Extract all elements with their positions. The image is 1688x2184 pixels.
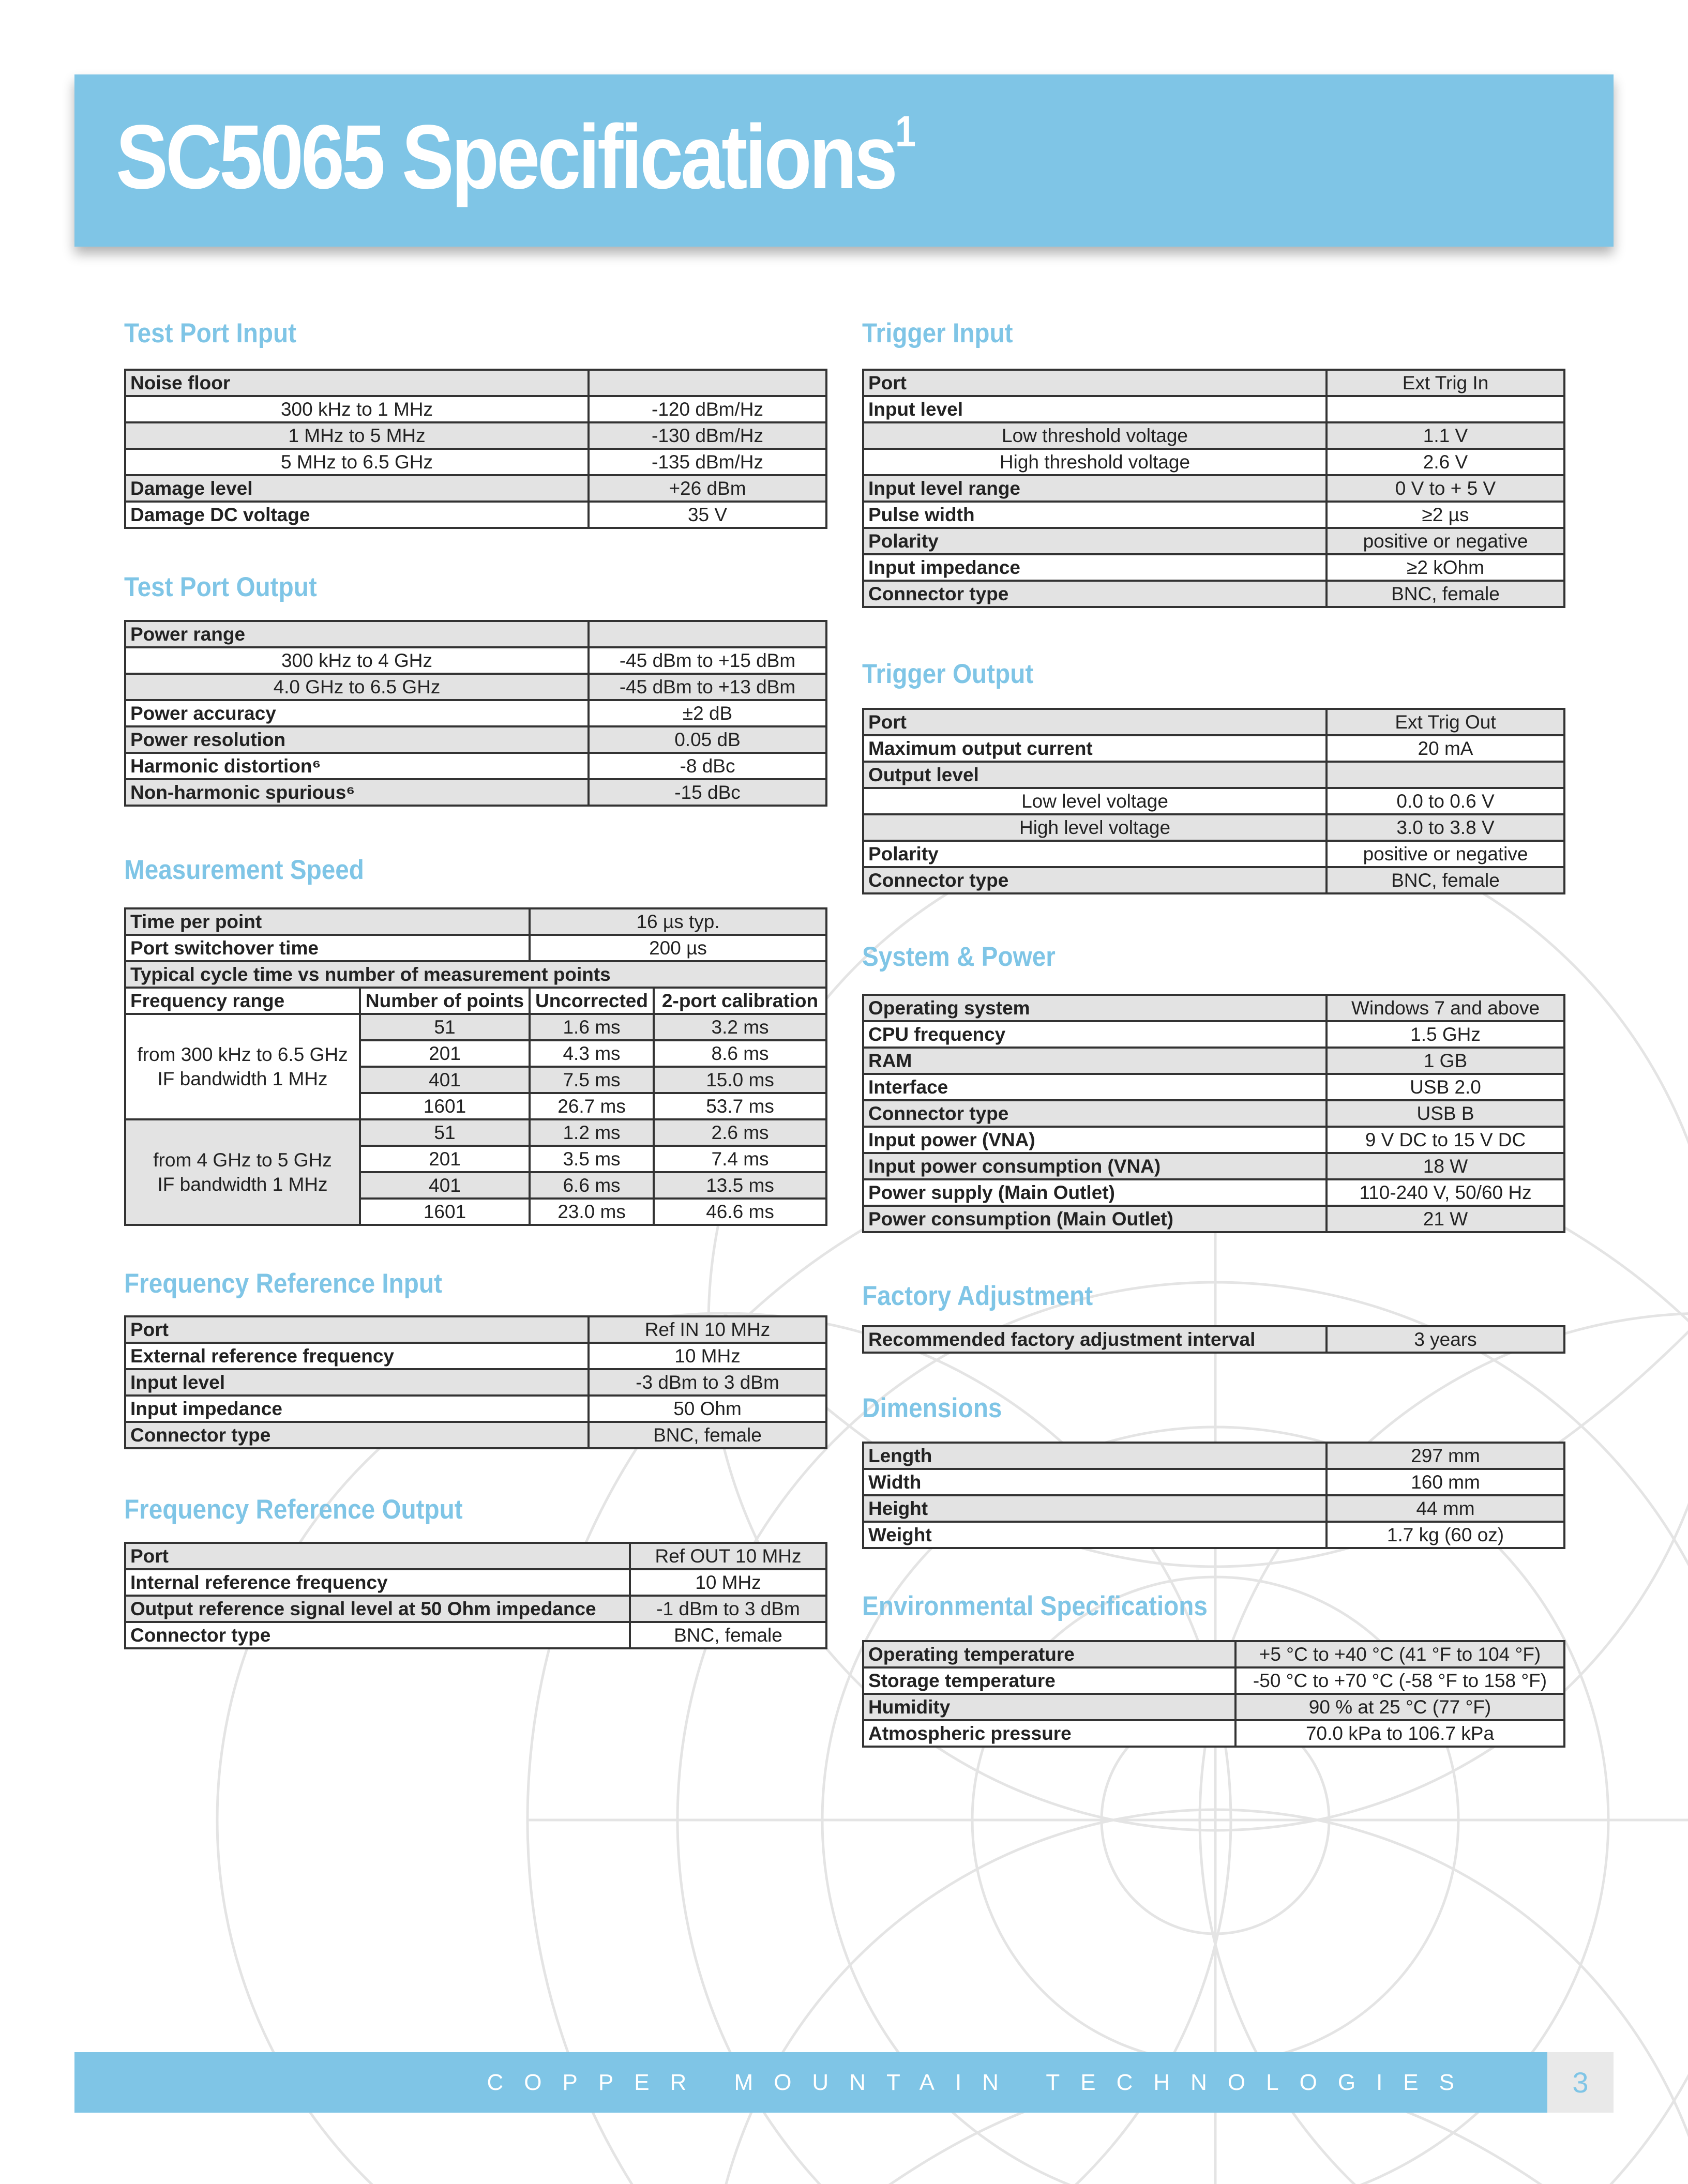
section-title: Factory Adjustment (862, 1281, 1093, 1311)
points-cell: 201 (360, 1040, 530, 1067)
section-title: Test Port Output (124, 572, 317, 602)
table-row (125, 1569, 826, 1596)
range-text: from 300 kHz to 6.5 GHz (137, 1044, 348, 1065)
points-cell: 1601 (360, 1199, 530, 1225)
table-row (863, 735, 1564, 762)
bandwidth-text: IF bandwidth 1 MHz (157, 1068, 328, 1089)
table-row (863, 762, 1564, 788)
header-banner (74, 74, 1614, 247)
row-label: Output reference signal level at 50 Ohm impedance (125, 1596, 630, 1622)
section-title: Measurement Speed (124, 855, 364, 885)
row-value: 18 W (1327, 1153, 1564, 1179)
row-label: Input power consumption (VNA) (863, 1153, 1327, 1179)
table-row (863, 1153, 1564, 1179)
column-header: Uncorrected (530, 988, 654, 1014)
section-dimensions (862, 1388, 1563, 1549)
table-row (125, 726, 826, 753)
column-header: Frequency range (125, 988, 360, 1014)
section-title: Frequency Reference Output (124, 1494, 463, 1525)
table-row (863, 995, 1564, 1021)
calibrated-cell: 15.0 ms (654, 1067, 826, 1093)
table-row (863, 1522, 1564, 1548)
section-test-port-input (124, 313, 825, 529)
section-title: Trigger Output (862, 659, 1034, 689)
table-row (125, 908, 826, 935)
table-row (863, 841, 1564, 867)
row-label: Damage level (125, 475, 589, 502)
table-row (863, 709, 1564, 735)
table-row (125, 700, 826, 726)
table-row (863, 370, 1564, 396)
measurement-speed-table (124, 907, 827, 1226)
row-value: -130 dBm/Hz (589, 422, 826, 449)
spec-table (862, 1325, 1565, 1354)
table-row (863, 1469, 1564, 1495)
row-value: 297 mm (1327, 1443, 1564, 1469)
points-cell: 201 (360, 1146, 530, 1172)
row-label: 1 MHz to 5 MHz (125, 422, 589, 449)
row-label: Internal reference frequency (125, 1569, 630, 1596)
section-title: Dimensions (862, 1393, 1002, 1423)
row-value: 44 mm (1327, 1495, 1564, 1522)
table-row (863, 1206, 1564, 1232)
row-value: Ext Trig In (1327, 370, 1564, 396)
row-value: 20 mA (1327, 735, 1564, 762)
section-test-port-output (124, 567, 825, 807)
table-row (125, 935, 826, 961)
table-row (863, 814, 1564, 841)
table-row (863, 1641, 1564, 1667)
row-label: High threshold voltage (863, 449, 1327, 475)
row-value: positive or negative (1327, 528, 1564, 554)
row-label: Port (863, 370, 1327, 396)
row-value: Ext Trig Out (1327, 709, 1564, 735)
row-label: External reference frequency (125, 1343, 589, 1369)
row-label: High level voltage (863, 814, 1327, 841)
row-label: CPU frequency (863, 1021, 1327, 1048)
row-value: -45 dBm to +13 dBm (589, 674, 826, 700)
table-row (863, 1720, 1564, 1747)
section-trigger-input (862, 313, 1563, 608)
table-row (863, 1048, 1564, 1074)
row-value (589, 370, 826, 396)
table-row (863, 1443, 1564, 1469)
table-row (125, 779, 826, 806)
row-value: 21 W (1327, 1206, 1564, 1232)
row-value: ≥2 µs (1327, 502, 1564, 528)
row-label: 5 MHz to 6.5 GHz (125, 449, 589, 475)
row-value: BNC, female (589, 1422, 826, 1448)
row-label: Maximum output current (863, 735, 1327, 762)
section-title: Frequency Reference Input (124, 1268, 442, 1299)
row-value (1327, 396, 1564, 422)
table-row (863, 581, 1564, 607)
spec-table (124, 620, 827, 807)
row-value: 9 V DC to 15 V DC (1327, 1127, 1564, 1153)
row-label: Noise floor (125, 370, 589, 396)
row-label: Input level range (863, 475, 1327, 502)
calibrated-cell: 53.7 ms (654, 1093, 826, 1119)
table-row (125, 1343, 826, 1369)
row-label: Port (863, 709, 1327, 735)
points-cell: 1601 (360, 1093, 530, 1119)
cycle-header: Typical cycle time vs number of measurement points (125, 961, 826, 988)
table-row (863, 867, 1564, 893)
calibrated-cell: 8.6 ms (654, 1040, 826, 1067)
row-label: Weight (863, 1522, 1327, 1548)
row-value: 110-240 V, 50/60 Hz (1327, 1179, 1564, 1206)
footnote-mark: 1 (895, 107, 916, 156)
row-label: Port (125, 1316, 589, 1343)
row-label: Polarity (863, 841, 1327, 867)
table-row (863, 1495, 1564, 1522)
row-label: Connector type (863, 1100, 1327, 1127)
row-label: 4.0 GHz to 6.5 GHz (125, 674, 589, 700)
footer-bar (74, 2052, 1547, 2113)
row-value: 160 mm (1327, 1469, 1564, 1495)
table-row (125, 621, 826, 647)
table-row (125, 502, 826, 528)
row-value: 1.7 kg (60 oz) (1327, 1522, 1564, 1548)
row-label: Interface (863, 1074, 1327, 1100)
spec-table (862, 369, 1565, 608)
row-value: 35 V (589, 502, 826, 528)
row-value: BNC, female (1327, 581, 1564, 607)
row-label: Connector type (125, 1422, 589, 1448)
bandwidth-text: IF bandwidth 1 MHz (157, 1174, 328, 1195)
points-cell: 401 (360, 1172, 530, 1199)
row-value: BNC, female (630, 1622, 826, 1648)
table-row (125, 1622, 826, 1648)
row-label: Operating system (863, 995, 1327, 1021)
page-number-box (1547, 2052, 1614, 2113)
row-value: 0.0 to 0.6 V (1327, 788, 1564, 814)
row-label: 300 kHz to 1 MHz (125, 396, 589, 422)
spec-table (862, 1442, 1565, 1549)
table-row (125, 370, 826, 396)
table-row (125, 396, 826, 422)
table-row (125, 1369, 826, 1396)
frequency-range-cell (125, 1014, 360, 1119)
row-value (1327, 762, 1564, 788)
row-label: Humidity (863, 1694, 1235, 1720)
company-name: COPPER MOUNTAIN TECHNOLOGIES (487, 2070, 1475, 2095)
calibrated-cell: 7.4 ms (654, 1146, 826, 1172)
row-label: RAM (863, 1048, 1327, 1074)
row-label: Length (863, 1443, 1327, 1469)
row-value: -1 dBm to 3 dBm (630, 1596, 826, 1622)
row-label: Height (863, 1495, 1327, 1522)
row-label: Width (863, 1469, 1327, 1495)
table-row (125, 449, 826, 475)
table-row (863, 1326, 1564, 1353)
table-row (125, 1316, 826, 1343)
row-label: Port switchover time (125, 935, 530, 961)
section-title: Test Port Input (124, 318, 296, 348)
table-row (863, 1179, 1564, 1206)
table-row (863, 422, 1564, 449)
calibrated-cell: 13.5 ms (654, 1172, 826, 1199)
table-row (863, 788, 1564, 814)
row-value: +5 °C to +40 °C (41 °F to 104 °F) (1235, 1641, 1564, 1667)
row-value: -15 dBc (589, 779, 826, 806)
row-label: Power consumption (Main Outlet) (863, 1206, 1327, 1232)
row-label: Power resolution (125, 726, 589, 753)
row-value: positive or negative (1327, 841, 1564, 867)
table-row (125, 647, 826, 674)
row-value: +26 dBm (589, 475, 826, 502)
section-frequency-reference-output (124, 1489, 825, 1649)
table-row (125, 1596, 826, 1622)
spec-table (862, 708, 1565, 894)
table-row (863, 1100, 1564, 1127)
row-label: Operating temperature (863, 1641, 1235, 1667)
row-label: Pulse width (863, 502, 1327, 528)
table-row (863, 396, 1564, 422)
row-label: Port (125, 1543, 630, 1569)
section-environmental (862, 1586, 1563, 1748)
row-value: 10 MHz (630, 1569, 826, 1596)
uncorrected-cell: 7.5 ms (530, 1067, 654, 1093)
range-text: from 4 GHz to 5 GHz (153, 1149, 332, 1171)
row-label: Low level voltage (863, 788, 1327, 814)
row-value: USB B (1327, 1100, 1564, 1127)
spec-table (124, 369, 827, 529)
section-system-power (862, 936, 1563, 1233)
row-value: BNC, female (1327, 867, 1564, 893)
uncorrected-cell: 4.3 ms (530, 1040, 654, 1067)
frequency-range-cell (125, 1119, 360, 1225)
table-row (863, 554, 1564, 581)
table-row (863, 1127, 1564, 1153)
calibrated-cell: 2.6 ms (654, 1119, 826, 1146)
table-row (125, 1014, 826, 1040)
section-frequency-reference-input (124, 1263, 825, 1449)
row-value: 200 µs (530, 935, 826, 961)
row-value: 0 V to + 5 V (1327, 475, 1564, 502)
row-value: -120 dBm/Hz (589, 396, 826, 422)
table-row (125, 753, 826, 779)
row-label: Low threshold voltage (863, 422, 1327, 449)
row-label: Power accuracy (125, 700, 589, 726)
row-label: 300 kHz to 4 GHz (125, 647, 589, 674)
uncorrected-cell: 23.0 ms (530, 1199, 654, 1225)
table-row (125, 674, 826, 700)
spec-table (124, 1542, 827, 1649)
table-row (125, 475, 826, 502)
spec-table (862, 1640, 1565, 1748)
table-row (863, 1021, 1564, 1048)
row-label: Power range (125, 621, 589, 647)
row-value: 0.05 dB (589, 726, 826, 753)
row-label: Output level (863, 762, 1327, 788)
row-value: Ref IN 10 MHz (589, 1316, 826, 1343)
row-value: 1 GB (1327, 1048, 1564, 1074)
row-label: Input impedance (863, 554, 1327, 581)
table-row (863, 528, 1564, 554)
row-value: -50 °C to +70 °C (-58 °F to 158 °F) (1235, 1667, 1564, 1694)
row-value: USB 2.0 (1327, 1074, 1564, 1100)
table-row (863, 1074, 1564, 1100)
row-label: Harmonic distortion⁶ (125, 753, 589, 779)
row-label: Storage temperature (863, 1667, 1235, 1694)
row-label: Input impedance (125, 1396, 589, 1422)
row-label: Connector type (863, 581, 1327, 607)
row-value: 70.0 kPa to 106.7 kPa (1235, 1720, 1564, 1747)
section-measurement-speed (124, 850, 825, 1226)
row-label: Input power (VNA) (863, 1127, 1327, 1153)
column-header: 2-port calibration (654, 988, 826, 1014)
calibrated-cell: 46.6 ms (654, 1199, 826, 1225)
row-label: Power supply (Main Outlet) (863, 1179, 1327, 1206)
row-label: Atmospheric pressure (863, 1720, 1235, 1747)
section-factory-adjustment (862, 1276, 1563, 1354)
row-value: 50 Ohm (589, 1396, 826, 1422)
table-row (863, 1667, 1564, 1694)
row-value: 2.6 V (1327, 449, 1564, 475)
row-label: Recommended factory adjustment interval (863, 1326, 1327, 1353)
spec-table (124, 1315, 827, 1449)
row-value: 16 µs typ. (530, 908, 826, 935)
row-label: Polarity (863, 528, 1327, 554)
row-value: -135 dBm/Hz (589, 449, 826, 475)
row-label: Input level (125, 1369, 589, 1396)
table-row (863, 475, 1564, 502)
points-cell: 401 (360, 1067, 530, 1093)
row-value: 1.5 GHz (1327, 1021, 1564, 1048)
row-value: 3.0 to 3.8 V (1327, 814, 1564, 841)
section-title: Environmental Specifications (862, 1591, 1208, 1621)
uncorrected-cell: 26.7 ms (530, 1093, 654, 1119)
uncorrected-cell: 1.6 ms (530, 1014, 654, 1040)
section-title: System & Power (862, 942, 1056, 972)
table-row (863, 502, 1564, 528)
row-value: Ref OUT 10 MHz (630, 1543, 826, 1569)
table-row (863, 1694, 1564, 1720)
points-cell: 51 (360, 1119, 530, 1146)
row-label: Time per point (125, 908, 530, 935)
row-value: Windows 7 and above (1327, 995, 1564, 1021)
table-row (125, 422, 826, 449)
calibrated-cell: 3.2 ms (654, 1014, 826, 1040)
points-cell: 51 (360, 1014, 530, 1040)
section-trigger-output (862, 654, 1563, 894)
row-value: ±2 dB (589, 700, 826, 726)
row-value (589, 621, 826, 647)
row-label: Connector type (125, 1622, 630, 1648)
row-value: ≥2 kOhm (1327, 554, 1564, 581)
uncorrected-cell: 1.2 ms (530, 1119, 654, 1146)
section-title: Trigger Input (862, 318, 1013, 348)
row-label: Non-harmonic spurious⁶ (125, 779, 589, 806)
row-label: Connector type (863, 867, 1327, 893)
uncorrected-cell: 3.5 ms (530, 1146, 654, 1172)
row-value: 90 % at 25 °C (77 °F) (1235, 1694, 1564, 1720)
table-row (863, 449, 1564, 475)
row-value: 10 MHz (589, 1343, 826, 1369)
table-row (125, 961, 826, 988)
column-header: Number of points (360, 988, 530, 1014)
table-row (125, 1119, 826, 1146)
table-header-row (125, 988, 826, 1014)
row-value: 3 years (1327, 1326, 1564, 1353)
row-value: -45 dBm to +15 dBm (589, 647, 826, 674)
table-row (125, 1396, 826, 1422)
row-label: Damage DC voltage (125, 502, 589, 528)
row-label: Input level (863, 396, 1327, 422)
page-title: SC5065 Specifications$^1$ (116, 107, 916, 208)
page-number: 3 (1572, 2066, 1589, 2099)
table-row (125, 1422, 826, 1448)
uncorrected-cell: 6.6 ms (530, 1172, 654, 1199)
row-value: -8 dBc (589, 753, 826, 779)
table-row (125, 1543, 826, 1569)
row-value: 1.1 V (1327, 422, 1564, 449)
row-value: -3 dBm to 3 dBm (589, 1369, 826, 1396)
spec-table (862, 994, 1565, 1233)
